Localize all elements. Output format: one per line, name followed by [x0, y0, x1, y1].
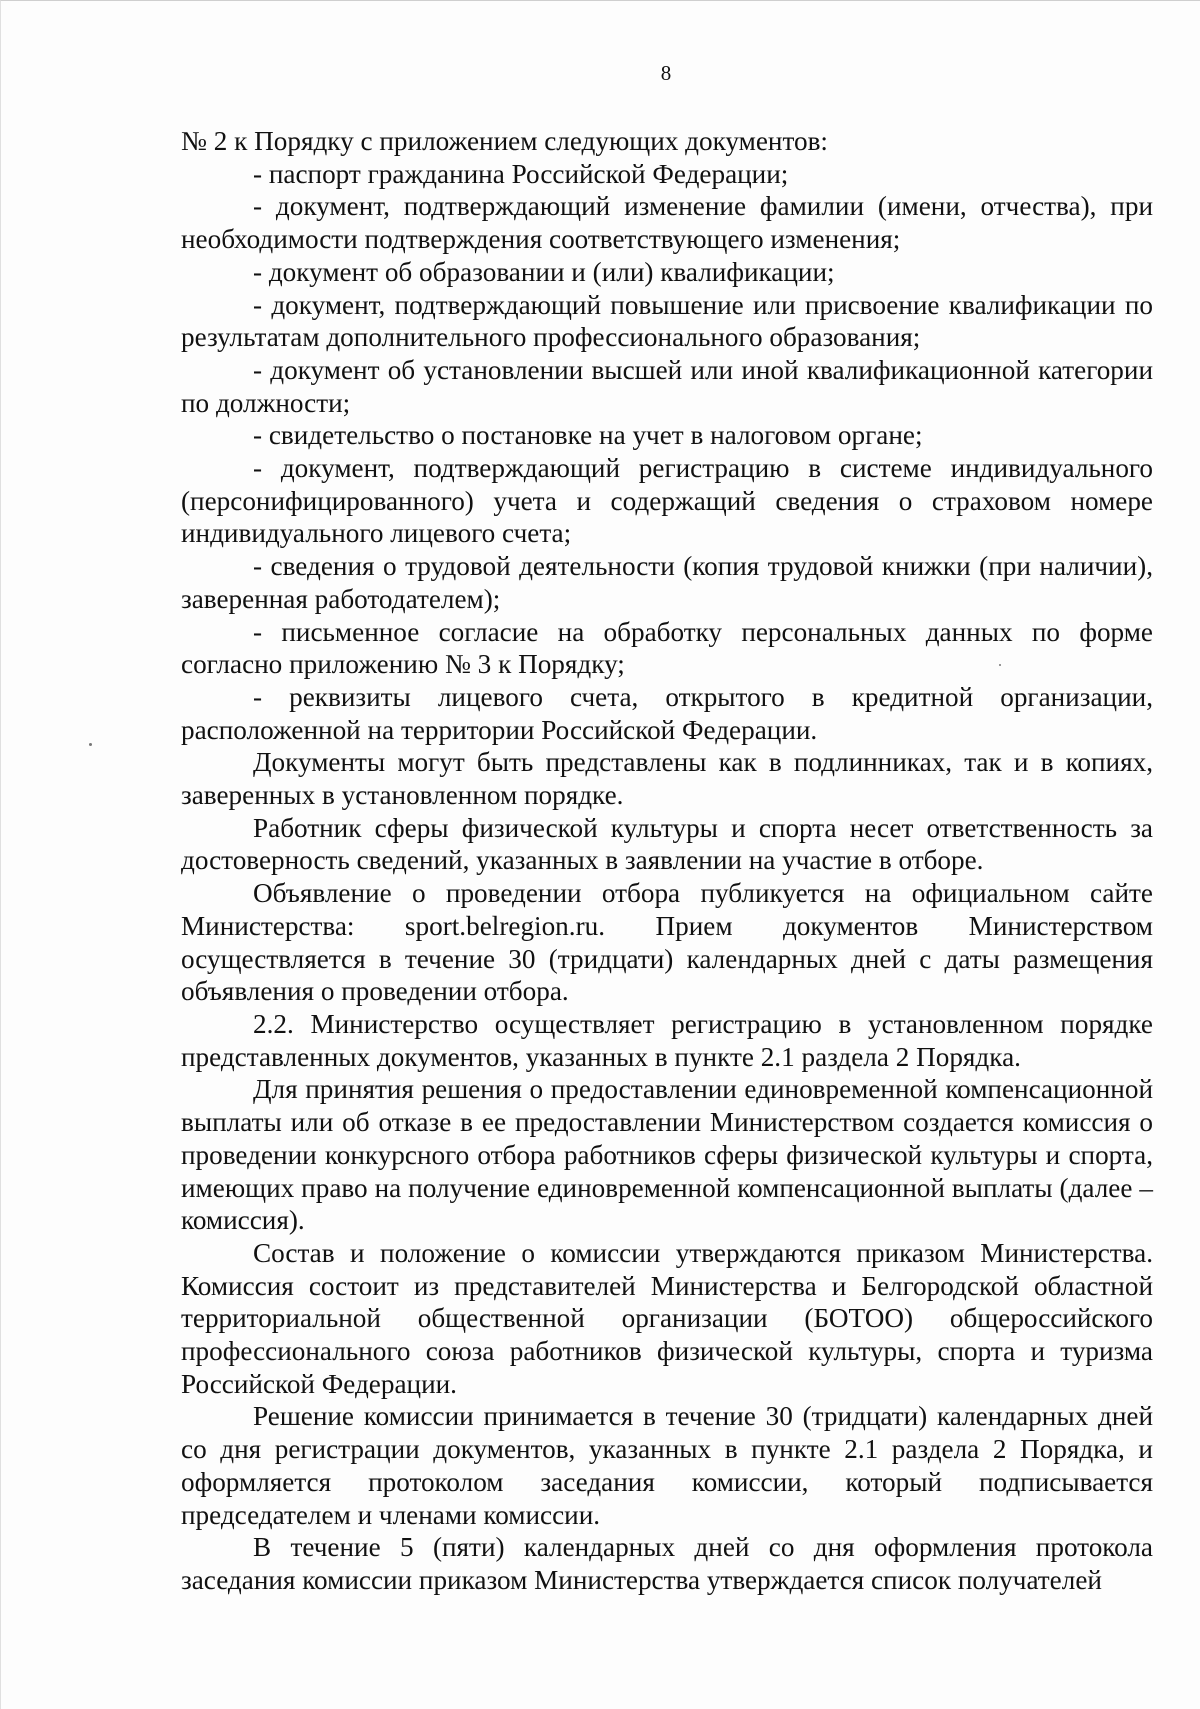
paragraph: Состав и положение о комиссии утверждаются приказом Министерства. Комиссия состоит из представителей Министерства и Белгородской областной территориальной общественной организации (БОТОО) общероссийского профессионального союза работников физической культуры, спорта и туризма Российской Федерации.	[181, 1237, 1153, 1399]
list-item-name-change: - документ, подтверждающий изменение фамилии (имени, отчества), при необходимости подтверждения соответствующего изменения;	[181, 191, 1153, 255]
paragraph: Объявление о проведении отбора публикуется на официальном сайте Министерства: sport.belregion.ru. Прием документов Министерством осуществляется в течение 30 (тридцати) календарных дней с даты размещения объявления о проведении отбора.	[181, 878, 1153, 1007]
list-item-passport: - паспорт гражданина Российской Федерации;	[253, 158, 789, 189]
list-item-education: - документ об образовании и (или) квалификации;	[253, 256, 835, 287]
paragraph: Работник сферы физической культуры и спорта несет ответственность за достоверность сведений, указанных в заявлении на участие в отборе.	[181, 812, 1153, 876]
list-item-work-record: - сведения о трудовой деятельности (копия трудовой книжки (при наличии), заверенная работодателем);	[181, 551, 1153, 614]
document-body	[181, 125, 1153, 1597]
list-item-bank-account: - реквизиты лицевого счета, открытого в кредитной организации, расположенной на территории Российской Федерации.	[181, 681, 1153, 745]
paragraph: В течение 5 (пяти) календарных дней со дня оформления протокола заседания комиссии приказом Министерства утверждается список получателей	[181, 1532, 1153, 1595]
list-item-category: - документ об установлении высшей или иной квалификационной категории по должности;	[181, 354, 1153, 418]
list-item-qualification: - документ, подтверждающий повышение или присвоение квалификации по результатам дополнительного профессионального образования;	[181, 289, 1153, 353]
list-item-tax: - свидетельство о постановке на учет в налоговом органе;	[253, 420, 923, 451]
paragraph: Для принятия решения о предоставлении единовременной компенсационной выплаты или об отказе в ее предоставлении Министерством создается комиссия о проведении конкурсного отбора работников сферы физической культуры и спорта, имеющих право на получение единовременной компенсационной выплаты (далее – комиссия).	[181, 1074, 1153, 1236]
paragraph: Решение комиссии принимается в течение 30 (тридцати) календарных дней со дня регистрации документов, указанных в пункте 2.1 раздела 2 Порядка, и оформляется протоколом заседания комиссии, который подписывается председателем и членами комиссии.	[181, 1401, 1153, 1530]
scan-speck	[999, 664, 1001, 666]
paragraph: № 2 к Порядку с приложением следующих документов:	[181, 126, 828, 156]
scan-speck	[89, 743, 92, 746]
paragraph: 2.2. Министерство осуществляет регистрацию в установленном порядке представленных документов, указанных в пункте 2.1 раздела 2 Порядка.	[181, 1008, 1153, 1072]
list-item-insurance: - документ, подтверждающий регистрацию в системе индивидуального (персонифицированного) учета и содержащий сведения о страховом номере индивидуального лицевого счета;	[181, 453, 1153, 549]
paragraph: Документы могут быть представлены как в подлинниках, так и в копиях, заверенных в установленном порядке.	[181, 747, 1153, 811]
page-number: 8	[660, 61, 672, 85]
list-item-consent: - письменное согласие на обработку персональных данных по форме согласно приложению № 3 к Порядку;	[181, 616, 1153, 680]
